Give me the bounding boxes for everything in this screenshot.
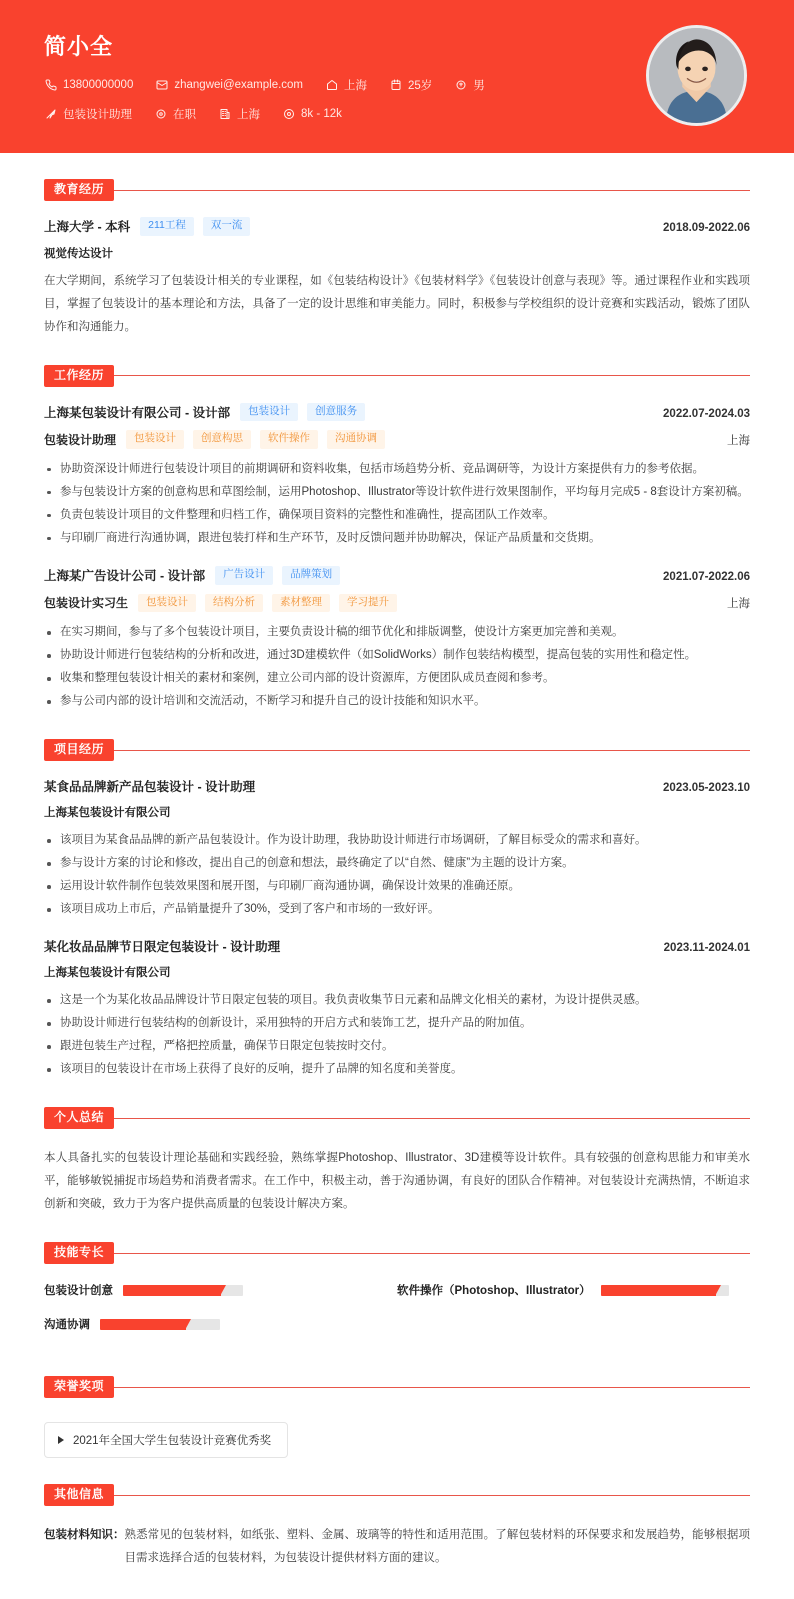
bullet-item: 协助设计师进行包装结构的创新设计，采用独特的开启方式和装饰工艺，提升产品的附加值。 — [44, 1012, 750, 1035]
info-item-rocket — [44, 106, 132, 122]
other-value: 熟悉常见的包装材料，如纸张、塑料、金属、玻璃等的特性和适用范围。了解包装材料的环保要求和发展趋势，能够根据项目需求选择合适的包装材料，为包装设计提供材料方面的建议。 — [124, 1529, 750, 1565]
project-company: 上海某包装设计有限公司 — [44, 807, 171, 820]
candidate-name: 简小全 — [44, 34, 114, 59]
honor-text: 2021年全国大学生包装设计竞赛优秀奖 — [73, 1435, 272, 1448]
section-title-project: 项目经历 — [44, 739, 114, 761]
date-range: 2023.05-2023.10 — [663, 782, 750, 795]
status-icon — [154, 108, 167, 121]
entry-header-left — [44, 403, 374, 422]
section-divider — [110, 1118, 750, 1119]
summary-text: 本人具备扎实的包装设计理论基础和实践经验，熟练掌握Photoshop、Illustrator、3D建模等设计软件。具有较强的创意构思能力和审美水平，能够敏锐捕捉市场趋势和消费者需求。在工作中，积极主动，善于沟通协调，有良好的团队合作精神。对包装设计充满热情，不断追求创新和突破，致力于为客户提供高质量的包装设计解决方案。 — [44, 1152, 750, 1211]
role-title: 包装设计助理 — [44, 433, 117, 448]
section-header-education — [44, 179, 750, 201]
section-title-skills: 技能专长 — [44, 1242, 114, 1264]
section-header-other — [44, 1484, 750, 1506]
section-header-summary — [44, 1107, 750, 1129]
info-item-text: 上海 — [237, 109, 260, 121]
tag-blue: 211工程 — [140, 217, 194, 236]
skill-bar-track — [601, 1285, 729, 1296]
info-item-text: 13800000000 — [63, 79, 134, 91]
education-entry — [44, 217, 750, 339]
company-name: 上海某广告设计公司 - 设计部 — [44, 569, 206, 584]
info-item-text: 在职 — [173, 109, 196, 121]
bullet-item: 负责包装设计项目的文件整理和归档工作，确保项目资料的完整性和准确性，提高团队工作效率。 — [44, 504, 750, 527]
work-entry — [44, 566, 750, 713]
bullet-item: 参与设计方案的讨论和修改，提出自己的创意和想法，最终确定了以“自然、健康”为主题的设计方案。 — [44, 852, 750, 875]
section-work — [44, 365, 750, 714]
skill-bar-fill — [100, 1319, 186, 1330]
bullet-item: 跟进包装生产过程，严格把控质量，确保节日限定包装按时交付。 — [44, 1035, 750, 1058]
honors-list — [44, 1404, 750, 1458]
skill-bar-fill — [601, 1285, 716, 1296]
project-entry — [44, 777, 750, 921]
job-info-row — [44, 106, 750, 122]
bullet-item: 在实习期间，参与了多个包装设计项目，主要负责设计稿的细节优化和排版调整，使设计方案更加完善和美观。 — [44, 621, 750, 644]
info-item-text: zhangwei@example.com — [174, 79, 304, 91]
skill-bar-track — [100, 1319, 220, 1330]
entry-header — [44, 566, 750, 585]
home-icon — [325, 79, 338, 92]
project-name: 某食品品牌新产品包装设计 - 设计助理 — [44, 780, 256, 795]
role-title: 包装设计实习生 — [44, 596, 129, 611]
info-item-status — [154, 106, 196, 122]
work-location: 上海 — [727, 434, 750, 447]
tag-orange: 创意构思 — [193, 430, 251, 449]
info-item-text: 上海 — [344, 80, 368, 92]
section-education — [44, 179, 750, 339]
entry-header-left — [44, 777, 265, 795]
skill-label: 软件操作（Photoshop、Illustrator） — [397, 1285, 591, 1298]
entry-role-row — [44, 430, 750, 449]
section-honors — [44, 1376, 750, 1458]
building-icon — [218, 108, 231, 121]
tag-orange: 软件操作 — [260, 430, 318, 449]
tag-orange: 沟通协调 — [327, 430, 385, 449]
info-item-text: 男 — [473, 80, 485, 92]
date-range: 2022.07-2024.03 — [663, 407, 750, 420]
avatar-photo-icon — [649, 28, 744, 123]
bullet-item: 参与公司内部的设计培训和交流活动，不断学习和提升自己的设计技能和知识水平。 — [44, 690, 750, 713]
tag-orange: 学习提升 — [339, 594, 397, 613]
skill-item — [44, 1282, 397, 1298]
other-item — [44, 1524, 750, 1570]
bullet-item: 收集和整理包装设计相关的素材和案例，建立公司内部的设计资源库，方便团队成员查阅和参考。 — [44, 667, 750, 690]
bullet-list — [44, 458, 750, 550]
info-item-calendar — [389, 77, 432, 93]
section-divider — [110, 1495, 750, 1496]
tag-blue: 包装设计 — [240, 403, 298, 422]
entry-role-left — [44, 430, 394, 449]
bullet-list — [44, 829, 750, 921]
tag-blue: 广告设计 — [215, 566, 273, 585]
section-divider — [110, 1253, 750, 1254]
school-name: 上海大学 - 本科 — [44, 220, 131, 235]
bullet-item: 与印刷厂商进行沟通协调，跟进包装打样和生产环节，及时反馈问题并协助解决，保证产品质量和交货期。 — [44, 527, 750, 550]
section-title-education: 教育经历 — [44, 179, 114, 201]
work-entries — [44, 403, 750, 714]
skill-bar-fill — [123, 1285, 221, 1296]
date-range: 2023.11-2024.01 — [663, 942, 750, 955]
skill-item — [44, 1316, 397, 1332]
project-name: 某化妆品品牌节日限定包装设计 - 设计助理 — [44, 940, 281, 955]
info-item-text: 25岁 — [408, 80, 433, 92]
section-title-other: 其他信息 — [44, 1484, 114, 1506]
skills-list — [44, 1282, 750, 1350]
section-divider — [110, 750, 750, 751]
major-name: 视觉传达设计 — [44, 247, 113, 260]
info-item-text: 包装设计助理 — [63, 109, 132, 121]
resume-body — [0, 179, 794, 1596]
section-skills — [44, 1242, 750, 1350]
skill-label: 沟通协调 — [44, 1319, 90, 1332]
honor-item[interactable] — [44, 1422, 288, 1458]
info-item-home — [325, 77, 367, 93]
entry-header — [44, 217, 750, 236]
skill-item — [397, 1282, 750, 1298]
bullet-list — [44, 621, 750, 713]
bullet-item: 这是一个为某化妆品品牌设计节日限定包装的项目。我负责收集节日元素和品牌文化相关的素材，为设计提供灵感。 — [44, 989, 750, 1012]
bullet-item: 运用设计软件制作包装效果图和展开图，与印刷厂商沟通协调，确保设计效果的准确还原。 — [44, 875, 750, 898]
education-description: 在大学期间，系统学习了包装设计相关的专业课程，如《包装结构设计》《包装材料学》《包装设计创意与表现》等。通过课程作业和实践项目，掌握了包装设计的基本理论和方法，具备了一定的设计思维和审美能力。同时，积极参与学校组织的设计竞赛和实践活动，锻炼了团队协作和沟通能力。 — [44, 274, 750, 333]
bullet-item: 参与包装设计方案的创意构思和草图绘制，运用Photoshop、Illustrator等设计软件进行效果图制作，平均每月完成5 - 8套设计方案初稿。 — [44, 481, 750, 504]
contact-info-row — [44, 77, 750, 93]
tag-blue: 品牌策划 — [282, 566, 340, 585]
section-header-skills — [44, 1242, 750, 1264]
project-company: 上海某包装设计有限公司 — [44, 967, 171, 980]
entry-header-left — [44, 566, 349, 585]
date-range: 2018.09-2022.06 — [663, 222, 750, 235]
section-title-work: 工作经历 — [44, 365, 114, 387]
work-location: 上海 — [727, 597, 750, 610]
section-summary — [44, 1107, 750, 1216]
entry-header-left — [44, 217, 259, 236]
other-key: 包装材料知识： — [44, 1529, 125, 1542]
info-item-text: 8k - 12k — [301, 108, 342, 120]
entry-header — [44, 403, 750, 422]
info-item-phone — [44, 79, 133, 92]
mail-icon — [155, 79, 168, 92]
entry-header — [44, 937, 750, 955]
section-divider — [110, 1387, 750, 1388]
tag-orange: 包装设计 — [138, 594, 196, 613]
date-range: 2021.07-2022.06 — [663, 571, 750, 584]
project-entry — [44, 937, 750, 1081]
calendar-icon — [389, 79, 402, 92]
section-header-project — [44, 739, 750, 761]
section-header-honors — [44, 1376, 750, 1398]
avatar — [646, 25, 747, 126]
other-list — [44, 1524, 750, 1570]
section-title-honors: 荣誉奖项 — [44, 1376, 114, 1398]
company-name: 上海某包装设计有限公司 - 设计部 — [44, 405, 231, 420]
entry-role-left — [44, 594, 406, 613]
phone-icon — [44, 79, 57, 92]
gender-icon — [454, 79, 467, 92]
bullet-item: 该项目为某食品品牌的新产品包装设计。作为设计助理，我协助设计师进行市场调研，了解目标受众的需求和喜好。 — [44, 829, 750, 852]
info-item-building — [218, 106, 260, 122]
info-item-gender — [454, 77, 485, 93]
section-project — [44, 739, 750, 1081]
entry-header-left — [44, 937, 290, 955]
section-other — [44, 1484, 750, 1570]
section-title-summary: 个人总结 — [44, 1107, 114, 1129]
bullet-item: 该项目成功上市后，产品销量提升了30%，受到了客户和市场的一致好评。 — [44, 898, 750, 921]
section-header-work — [44, 365, 750, 387]
info-item-location — [282, 108, 342, 121]
resume-header — [0, 0, 794, 153]
skill-bar-track — [123, 1285, 243, 1296]
entry-header — [44, 777, 750, 795]
tag-orange: 素材整理 — [272, 594, 330, 613]
tag-orange: 包装设计 — [126, 430, 184, 449]
project-entries — [44, 777, 750, 1081]
entry-role-row — [44, 594, 750, 613]
work-entry — [44, 403, 750, 550]
section-divider — [110, 375, 750, 376]
tag-blue: 创意服务 — [307, 403, 365, 422]
bullet-item: 协助设计师进行包装结构的分析和改进，通过3D建模软件（如SolidWorks）制作包装结构模型，提高包装的实用性和稳定性。 — [44, 644, 750, 667]
expand-arrow-icon — [58, 1436, 64, 1444]
section-divider — [110, 190, 750, 191]
bullet-item: 协助资深设计师进行包装设计项目的前期调研和资料收集，包括市场趋势分析、竞品调研等，为设计方案提供有力的参考依据。 — [44, 458, 750, 481]
bullet-list — [44, 989, 750, 1081]
rocket-icon — [44, 108, 57, 121]
location-icon — [282, 108, 295, 121]
skill-label: 包装设计创意 — [44, 1285, 113, 1298]
info-item-mail — [155, 79, 303, 92]
tag-orange: 结构分析 — [205, 594, 263, 613]
education-entries — [44, 217, 750, 339]
tag-blue: 双一流 — [203, 217, 251, 236]
bullet-item: 该项目的包装设计在市场上获得了良好的反响，提升了品牌的知名度和美誉度。 — [44, 1058, 750, 1081]
